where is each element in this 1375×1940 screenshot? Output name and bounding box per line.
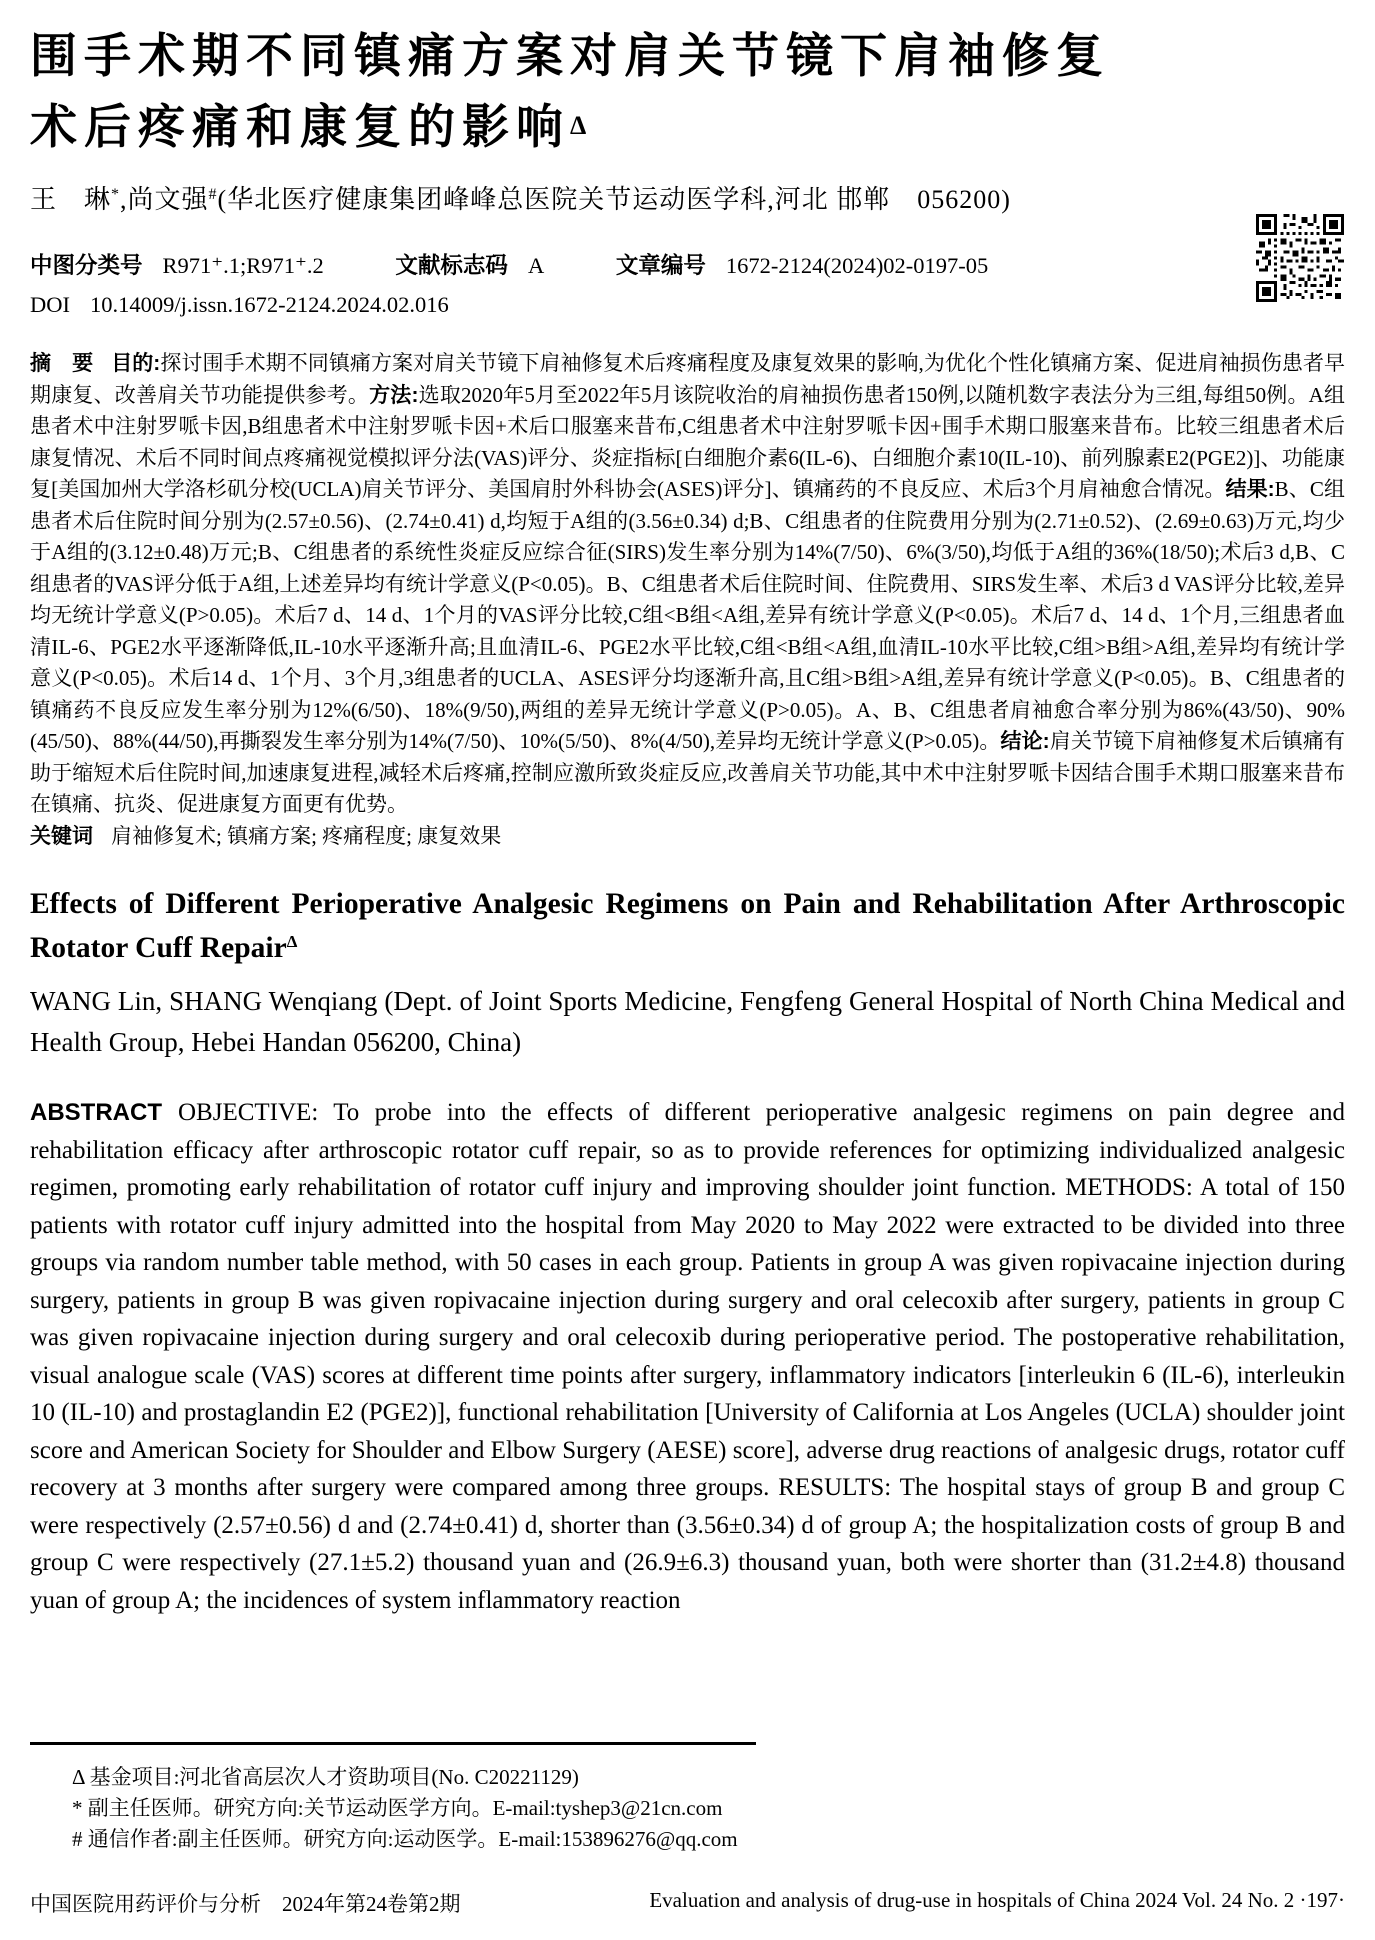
title-line-1: 围手术期不同镇痛方案对肩关节镜下肩袖修复: [30, 31, 1110, 83]
abstract-en-label: ABSTRACT: [30, 1099, 162, 1127]
title-en-footnote-marker: Δ: [286, 932, 298, 952]
authors-cn: [30, 179, 1345, 216]
footnote-author-1: * 副主任医师。研究方向:关节运动医学方向。E-mail:tyshep3@21cn.com: [72, 1796, 723, 1820]
article-id-label: 文章编号: [615, 253, 706, 278]
author-marker: *: [111, 186, 121, 203]
methods-cn-label: 方法:: [369, 383, 419, 407]
objective-cn-text: 探讨围手术期不同镇痛方案对肩关节镜下肩袖修复术后疼痛程度及康复效果的影响,为优化个性化镇痛方案、促进肩袖损伤患者早期康复、改善肩关节功能提供参考。: [30, 351, 1346, 407]
title-en-text: Effects of Different Perioperative Analgesic Regimens on Pain and Rehabilitation After Arthroscopic Rotator Cuff Repair: [30, 888, 1345, 965]
author-name: 王 琳: [30, 185, 112, 214]
footnote-fund: Δ 基金项目:河北省高层次人才资助项目(No. C20221129): [72, 1765, 579, 1789]
clc-label: 中图分类号: [30, 253, 143, 278]
qr-code-icon: [1255, 214, 1345, 302]
methods-en-label: METHODS:: [1065, 1174, 1193, 1202]
methods-en-text: A total of 150 patients with rotator cuff injury admitted into the hospital from May 2020 to May 2022 were extracted to be divided into three groups via random number table method, with 50 cases in each group. Patients in group A was given ropivacaine injection during surgery, patients in group B was given ropivacaine injection during surgery and oral celecoxib after surgery, patients in group C was given ropivacaine injection during surgery and oral celecoxib during perioperative period. The postoperative rehabilitation, visual analogue scale (VAS) scores at different time points after surgery, inflammatory indicators [interleukin 6 (IL-6), interleukin 10 (IL-10) and prostaglandin E2 (PGE2)], functional rehabilitation [University of California at Los Angeles (UCLA) shoulder joint score and American Society for Shoulder and Elbow Surgery (AESE) score], adverse drug reactions of analgesic drugs, rotator cuff recovery at 3 months after surgery were compared among three groups.: [30, 1174, 1346, 1502]
conclusion-cn-text: 肩关节镜下肩袖修复术后镇痛有助于缩短术后住院时间,加速康复进程,减轻术后疼痛,控制应激所致炎症反应,改善肩关节功能,其中术中注射罗哌卡因结合围手术期口服塞来昔布在镇痛、抗炎、促进康复方面更有优势。: [30, 729, 1345, 816]
author-name: ,尚文强: [120, 185, 209, 214]
title-line-2: 术后疼痛和康复的影响: [30, 101, 570, 154]
objective-en-label: OBJECTIVE:: [178, 1099, 319, 1127]
meta-row: [30, 248, 1345, 280]
abstract-en: [30, 1094, 1345, 1619]
doi-value: 10.14009/j.issn.1672-2124.2024.02.016: [90, 292, 449, 317]
authors-en: WANG Lin, SHANG Wenqiang (Dept. of Joint Sports Medicine, Fengfeng General Hospital of North China Medical and Health Group, Hebei Handan 056200, China): [30, 985, 1345, 1058]
title-en: [30, 882, 1345, 971]
doi-label: DOI: [30, 292, 70, 317]
doc-code-label: 文献标志码: [395, 253, 508, 278]
results-cn-text: B、C组患者术后住院时间分别为(2.57±0.56)、(2.74±0.41) d,均短于A组的(3.56±0.34) d;B、C组患者的住院费用分别为(2.71±0.52)、(2.69±0.63)万元,均少于A组的(3.12±0.48)万元;B、C组患者的系统性炎症反应综合征(SIRS)发生率分别为14%(7/50)、6%(3/50),均低于A组的36%(18/50);术后3 d,B、C组患者的VAS评分低于A组,上述差异均有统计学意义(P<0.05)。B、C组患者术后住院时间、住院费用、SIRS发生率、术后3 d VAS评分比较,差异均无统计学意义(P>0.05)。术后7 d、14 d、1个月的VAS评分比较,C组<B组<A组,差异有统计学意义(P<0.05)。术后7 d、14 d、1个月,三组患者血清IL-6、PGE2水平逐渐降低,IL-10水平逐渐升高;且血清IL-6、PGE2水平比较,C组<B组<A组,血清IL-10水平比较,C组>B组>A组,差异均有统计学意义(P<0.05)。术后14 d、1个月、3个月,3组患者的UCLA、ASES评分均逐渐升高,且C组>B组>A组,差异有统计学意义(P<0.05)。B、C组患者的镇痛药不良反应发生率分别为12%(6/50)、18%(9/50),两组的差异无统计学意义(P>0.05)。A、B、C组患者肩袖愈合率分别为86%(43/50)、90%(45/50)、88%(44/50),再撕裂发生率分别为14%(7/50)、10%(5/50)、8%(4/50),差异均无统计学意义(P>0.05)。: [30, 477, 1345, 753]
doi-row: [30, 292, 1345, 318]
doc-code-value: A: [527, 253, 545, 278]
results-en-label: RESULTS:: [778, 1474, 892, 1502]
results-en-text: The hospital stays of group B and group C were respectively (2.57±0.56) d and (2.74±0.41) d, shorter than (3.56±0.34) d of group A; the hospitalization costs of group B and group C were respectively (27.1±5.2) thousand yuan and (26.9±6.3) thousand yuan, both were shorter than (31.2±4.8) thousand yuan of group A; the incidences of system inflammatory reaction: [30, 1474, 1346, 1614]
page-footer: [30, 1888, 1345, 1918]
objective-en-text: To probe into the effects of different perioperative analgesic regimens on pain degree and rehabilitation efficacy after arthroscopic rotator cuff repair, so as to provide references for optimizing individualized analgesic regimen, promoting early rehabilitation of rotator cuff injury and improving shoulder joint function.: [30, 1099, 1345, 1202]
footer-journal-en: Evaluation and analysis of drug-use in hospitals of China 2024 Vol. 24 No. 2 ·197·: [649, 1888, 1345, 1912]
conclusion-cn-label: 结论:: [1000, 730, 1050, 753]
article-id-value: 1672-2124(2024)02-0197-05: [725, 253, 989, 278]
footnote-divider: [30, 1742, 756, 1745]
title-footnote-marker: Δ: [570, 110, 587, 140]
clc-value: R971⁺.1;R971⁺.2: [162, 253, 324, 278]
affiliation-cn: (华北医疗健康集团峰峰总医院关节运动医学科,河北 邯郸 056200): [217, 185, 1011, 214]
abstract-cn-label: 摘 要: [30, 352, 94, 375]
keywords-row: [30, 821, 1345, 853]
page-title: [30, 22, 1345, 163]
footnote-author-2: # 通信作者:副主任医师。研究方向:运动医学。E-mail:153896276@qq.com: [72, 1827, 738, 1851]
keywords-label: 关键词: [30, 824, 93, 848]
objective-cn-label: 目的:: [111, 352, 161, 375]
footer-journal-cn: 中国医院用药评价与分析 2024年第24卷第2期: [30, 1892, 461, 1916]
results-cn-label: 结果:: [1225, 478, 1275, 501]
keywords-text: 肩袖修复术; 镇痛方案; 疼痛程度; 康复效果: [111, 823, 502, 848]
footnotes: [72, 1762, 738, 1855]
abstract-cn: [30, 348, 1345, 821]
methods-cn-text: 选取2020年5月至2022年5月该院收治的肩袖损伤患者150例,以随机数字表法分为三组,每组50例。A组患者术中注射罗哌卡因,B组患者术中注射罗哌卡因+术后口服塞来昔布,C组患者术中注射罗哌卡因+围手术期口服塞来昔布。比较三组患者术后康复情况、术后不同时间点疼痛视觉模拟评分法(VAS)评分、炎症指标[白细胞介素6(IL-6)、白细胞介素10(IL-10)、前列腺素E2(PGE2)]、功能康复[美国加州大学洛杉矶分校(UCLA)肩关节评分、美国肩肘外科协会(ASES)评分]、镇痛药的不良反应、术后3个月肩袖愈合情况。: [30, 382, 1345, 501]
author-marker: #: [208, 186, 218, 203]
